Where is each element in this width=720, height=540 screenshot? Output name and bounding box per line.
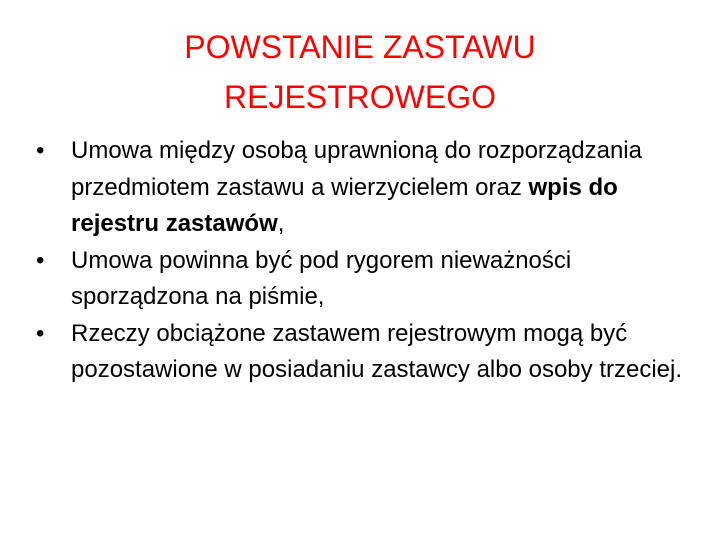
bullet-2-text: Umowa powinna być pod rygorem nieważności sporządzona na piśmie, [71,246,572,310]
bullet-1-text: Umowa między osobą uprawnioną do rozporządzania przedmiotem zastawu a wierzycielem oraz [71,137,642,201]
bullet-icon: • [36,137,45,164]
bullet-item-3 [36,316,686,389]
slide-title-line-2: REJESTROWEGO [223,79,496,115]
bullet-3-text: Rzeczy obciążone zastawem rejestrowym mogą być pozostawione w posiadaniu zastawcy albo osoby trzeciej. [71,319,683,383]
bullet-list [36,133,686,389]
bullet-item-1 [36,133,686,243]
bullet-item-2 [36,243,686,316]
bullet-1-bold-text: wpis do rejestru zastawów [71,173,618,237]
bullet-icon: • [36,319,45,347]
slide-title-line-1: POWSTANIE ZASTAWU [184,29,536,65]
bullet-icon: • [36,246,45,274]
slide-title [60,22,660,122]
bullet-1-text-end: , [277,210,285,237]
